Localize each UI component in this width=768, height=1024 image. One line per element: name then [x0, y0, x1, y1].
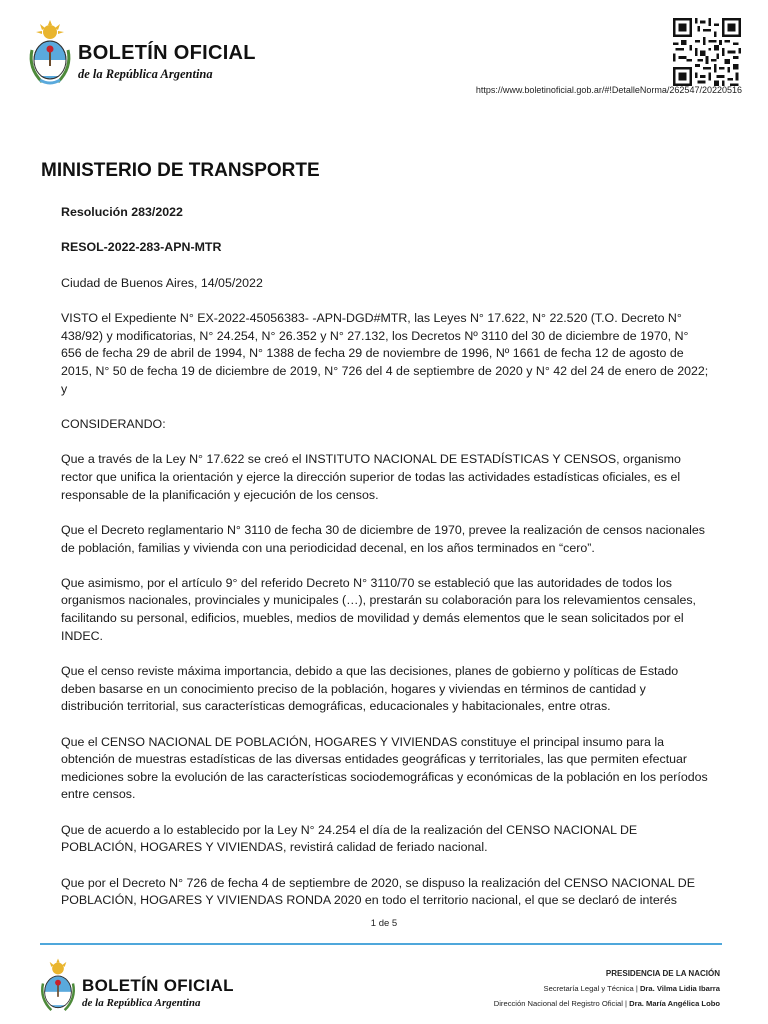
- credit-line-2: Dirección Nacional del Registro Oficial | Dra. María Angélica Lobo: [493, 999, 720, 1008]
- logo-title: BOLETÍN OFICIAL: [78, 42, 256, 64]
- coat-of-arms-icon: [38, 958, 78, 1014]
- resolution-number: Resolución 283/2022: [61, 205, 183, 219]
- footer-logo-subtitle: de la República Argentina: [82, 997, 201, 1009]
- paragraph: Que el Decreto reglamentario N° 3110 de fecha 30 de diciembre de 1970, prevee la realización de censos nacionales de población, familias y vivienda con una periodicidad decenal, en los años terminados en “cero”.: [61, 522, 705, 555]
- credit-line-2-label: Dirección Nacional del Registro Oficial: [493, 999, 623, 1008]
- footer-divider: [40, 943, 722, 945]
- paragraph: Que a través de la Ley N° 17.622 se creó el INSTITUTO NACIONAL DE ESTADÍSTICAS Y CENSOS, organismo rector que unifica la orientación y ejerce la dirección superior de todas las actividades estadísticas oficiales, es el responsable de la planificación y ejecución de los censos.: [61, 452, 681, 502]
- paragraph: Que el CENSO NACIONAL DE POBLACIÓN, HOGARES Y VIVIENDAS constituye el principal insumo para la obtención de muestras estadísticas de las diversas entidades geográficas y territoriales, las que permiten efectuar mediciones sobre la evolución de las características sociodemográficas y económicas de la población en los períodos entre censos.: [61, 734, 708, 802]
- paragraph: Que asimismo, por el artículo 9° del referido Decreto N° 3110/70 se estableció que las autoridades de todos los organismos nacionales, provinciales y municipales (…), prestarán su colaboración para los relevamientos censales, facilitando su personal, edificios, muebles, medios de movilidad y demás elementos que le sean solicitados por el INDEC.: [61, 575, 696, 643]
- paragraph: Que el censo reviste máxima importancia, debido a que las decisiones, planes de gobierno y políticas de Estado deben basarse en un conocimiento preciso de la población, hogares y viviendas en términos de cantidad y distribución territorial, sus características demográficas, educacionales y habitacionales, entre otras.: [61, 664, 679, 714]
- paragraph-considerando: CONSIDERANDO:: [61, 416, 166, 431]
- coat-of-arms-icon: [26, 20, 74, 86]
- logo-subtitle: de la República Argentina: [78, 67, 213, 81]
- ministry-title: MINISTERIO DE TRANSPORTE: [41, 160, 320, 181]
- qr-code-icon[interactable]: [673, 18, 741, 86]
- paragraph-visto: VISTO el Expediente N° EX-2022-45056383- -APN-DGD#MTR, las Leyes N° 17.622, N° 22.520 (T.O. Decreto N° 438/92) y modificatorias, N° 24.254, N° 26.352 y N° 27.132, los Decretos Nº 3110 del 30 de diciembre de 1970, N° 656 de fecha 29 de abril de 1994, N° 1388 de fecha 29 de noviembre de 1996, Nº 1661 de fecha 12 de agosto de 2015, N° 50 de fecha 19 de diciembre de 2019, N° 726 del 4 de septiembre de 2020 y N° 42 del 24 de enero de 2022; y: [61, 311, 709, 396]
- paragraph: Que de acuerdo a lo establecido por la Ley N° 24.254 el día de la realización del CENSO NACIONAL DE POBLACIÓN, HOGARES Y VIVIENDAS, revistirá calidad de feriado nacional.: [61, 822, 638, 855]
- resolution-code: RESOL-2022-283-APN-MTR: [61, 240, 222, 255]
- paragraph: Que por el Decreto N° 726 de fecha 4 de septiembre de 2020, se dispuso la realización del CENSO NACIONAL DE POBLACIÓN, HOGARES Y VIVIENDAS RONDA 2020 en todo el territorio nacional, el que se declaró de interés: [61, 875, 695, 908]
- footer-credits: [494, 966, 720, 1011]
- place-date: Ciudad de Buenos Aires, 14/05/2022: [61, 275, 263, 290]
- footer-logo: [38, 958, 268, 1018]
- presidency-label: PRESIDENCIA DE LA NACIÓN: [605, 969, 720, 978]
- header-logo: [26, 20, 266, 90]
- footer-logo-title: BOLETÍN OFICIAL: [82, 976, 234, 995]
- credit-line-1: Secretaría Legal y Técnica | Dra. Vilma Lidia Ibarra: [543, 984, 720, 993]
- credit-line-2-name: Dra. María Angélica Lobo: [629, 999, 720, 1008]
- credit-line-1-name: Dra. Vilma Lidia Ibarra: [639, 984, 720, 993]
- source-url[interactable]: https://www.boletinoficial.gob.ar/#!DetalleNorma/262547/20220516: [475, 85, 742, 95]
- page-number: 1 de 5: [370, 918, 398, 929]
- credit-line-1-label: Secretaría Legal y Técnica: [543, 984, 634, 993]
- document-body: [61, 204, 711, 928]
